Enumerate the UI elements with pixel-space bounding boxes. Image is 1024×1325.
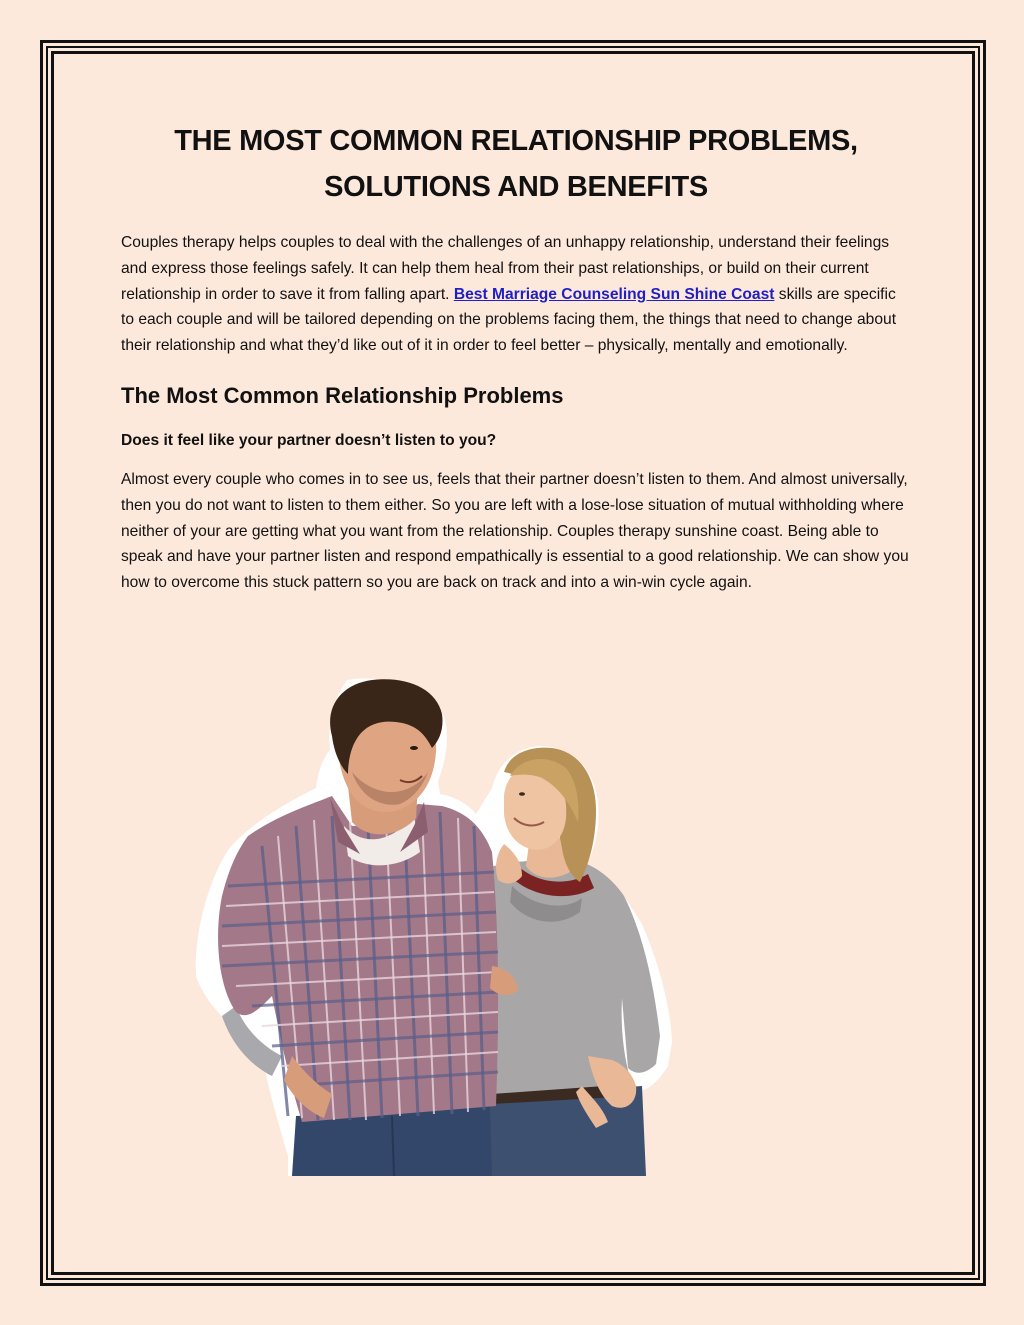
document-body <box>121 118 911 596</box>
body-paragraph: Almost every couple who comes in to see us, feels that their partner doesn’t listen to them. And almost universally, then you do not want to listen to them either. So you are left with a lose-lose situation of mutual withholding where neither of your are getting what you want from the relationship. Couples therapy sunshine coast. Being able to speak and have your partner listen and respond empathically is essential to a good relationship. We can show you how to overcome this stuck pattern so you are back on track and into a win-win cycle again. <box>121 470 909 592</box>
question-heading: Does it feel like your partner doesn’t listen to you? <box>121 431 497 449</box>
title-line-1: THE MOST COMMON RELATIONSHIP PROBLEMS, <box>174 125 858 157</box>
intro-text-after-link: skills are specific to each couple and will be tailored depending on the problems facing them, the things that need to change about their relationship and what they’d like out of it in order to feel better – physically, mentally and emotionally. <box>121 285 897 355</box>
marriage-counseling-link[interactable]: Best Marriage Counseling Sun Shine Coast <box>453 285 775 303</box>
document-title <box>121 118 911 210</box>
title-line-2: SOLUTIONS AND BENEFITS <box>324 171 708 203</box>
section-heading: The Most Common Relationship Problems <box>121 382 564 408</box>
intro-paragraph <box>121 230 911 359</box>
intro-text-before-link: Couples therapy helps couples to deal with the challenges of an unhappy relationship, understand their feelings and express those feelings safely. It can help them heal from their past relationships, or build on their current relationship in order to save it from falling apart. <box>121 234 890 303</box>
couple-photo <box>192 676 692 1176</box>
